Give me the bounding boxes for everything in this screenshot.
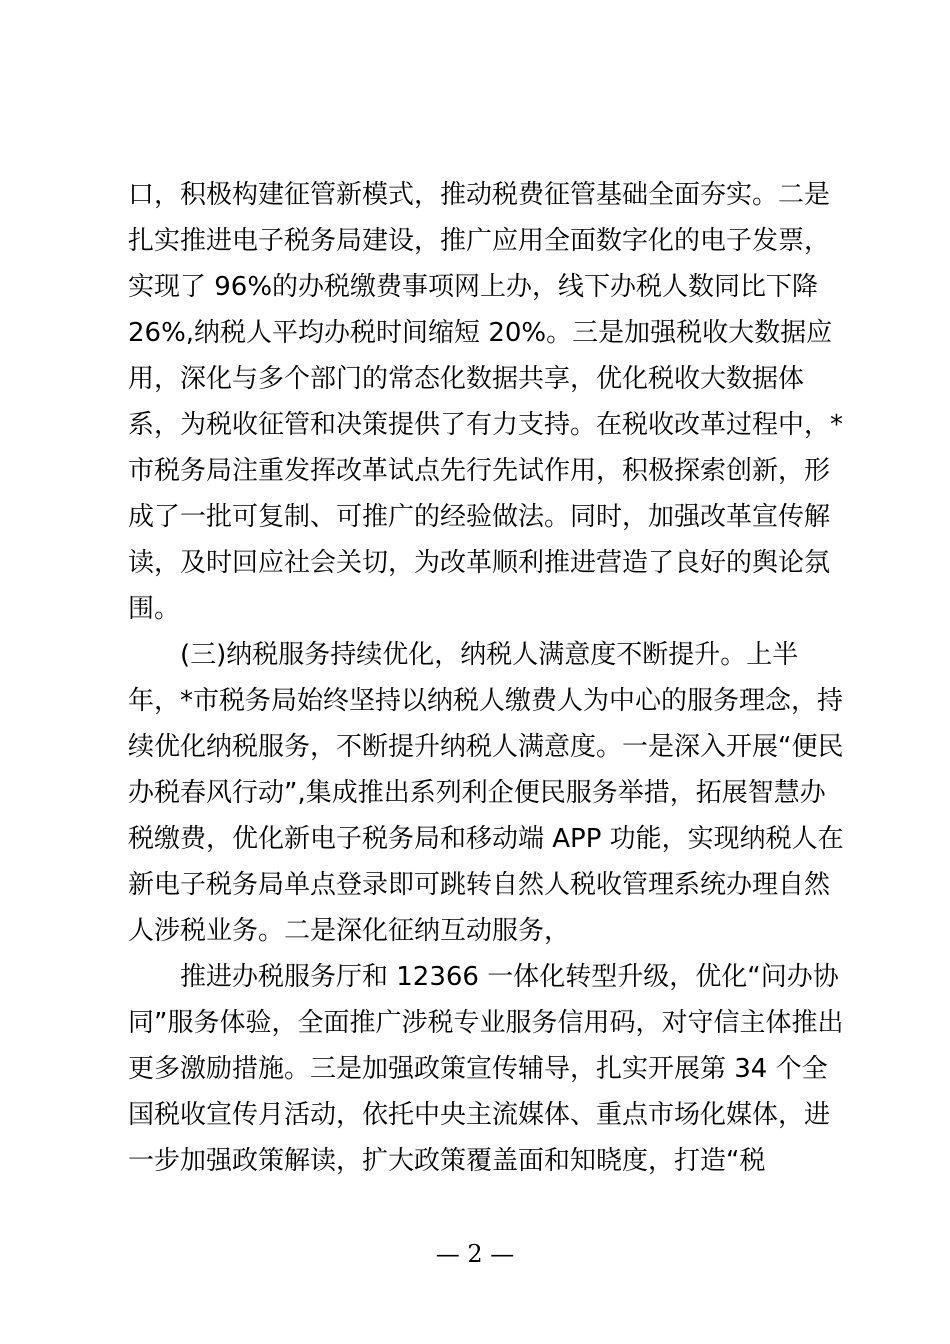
page-number: — 2 — — [435, 1240, 515, 1268]
text-line: 用，深化与多个部门的常态化数据共享，优化税收大数据体 — [128, 364, 805, 394]
text-line: 国税收宣传月活动，依托中央主流媒体、重点市场化媒体，进 — [128, 1100, 831, 1130]
text-line: 一步加强政策解读，扩大政策覆盖面和知晓度，打造“税 — [128, 1146, 766, 1176]
text-line: 口，积极构建征管新模式，推动税费征管基础全面夯实。二是 — [128, 180, 831, 210]
text-line: 扎实推进电子税务局建设，推广应用全面数字化的电子发票， — [128, 226, 831, 256]
paragraph-start-line: 推进办税服务厅和 12366 一体化转型升级，优化“问办协 — [128, 962, 839, 992]
text-line: 年，*市税务局始终坚持以纳税人缴费人为中心的服务理念，持 — [128, 686, 844, 716]
paragraph-start-line: (三)纳税服务持续优化，纳税人满意度不断提升。上半 — [128, 640, 799, 670]
text-line: 26%,纳税人平均办税时间缩短 20%。三是加强税收大数据应 — [128, 318, 833, 348]
text-line: 实现了 96%的办税缴费事项网上办，线下办税人数同比下降 — [128, 272, 819, 302]
text-line: 系，为税收征管和决策提供了有力支持。在税收改革过程中，* — [128, 410, 844, 440]
text-line: 更多激励措施。三是加强政策宣传辅导，扎实开展第 34 个全 — [128, 1054, 828, 1084]
text-line: 成了一批可复制、可推广的经验做法。同时，加强改革宣传解 — [128, 502, 831, 532]
text-line: 读，及时回应社会关切，为改革顺利推进营造了良好的舆论氛 — [128, 548, 831, 578]
text-line: 新电子税务局单点登录即可跳转自然人税收管理系统办理自然 — [128, 870, 831, 900]
text-line: 续优化纳税服务，不断提升纳税人满意度。一是深入开展“便民 — [128, 732, 844, 762]
text-line: 围。 — [128, 594, 181, 624]
text-line: 同”服务体验，全面推广涉税专业服务信用码，对守信主体推出 — [128, 1008, 844, 1038]
text-line: 办税春风行动”,集成推出系列利企便民服务举措，拓展智慧办 — [128, 778, 826, 808]
text-line: 人涉税业务。二是深化征纳互动服务， — [128, 916, 571, 946]
text-line: 税缴费，优化新电子税务局和移动端 APP 功能，实现纳税人在 — [128, 824, 844, 854]
text-line: 市税务局注重发挥改革试点先行先试作用，积极探索创新，形 — [128, 456, 831, 486]
body-text — [128, 172, 844, 1184]
